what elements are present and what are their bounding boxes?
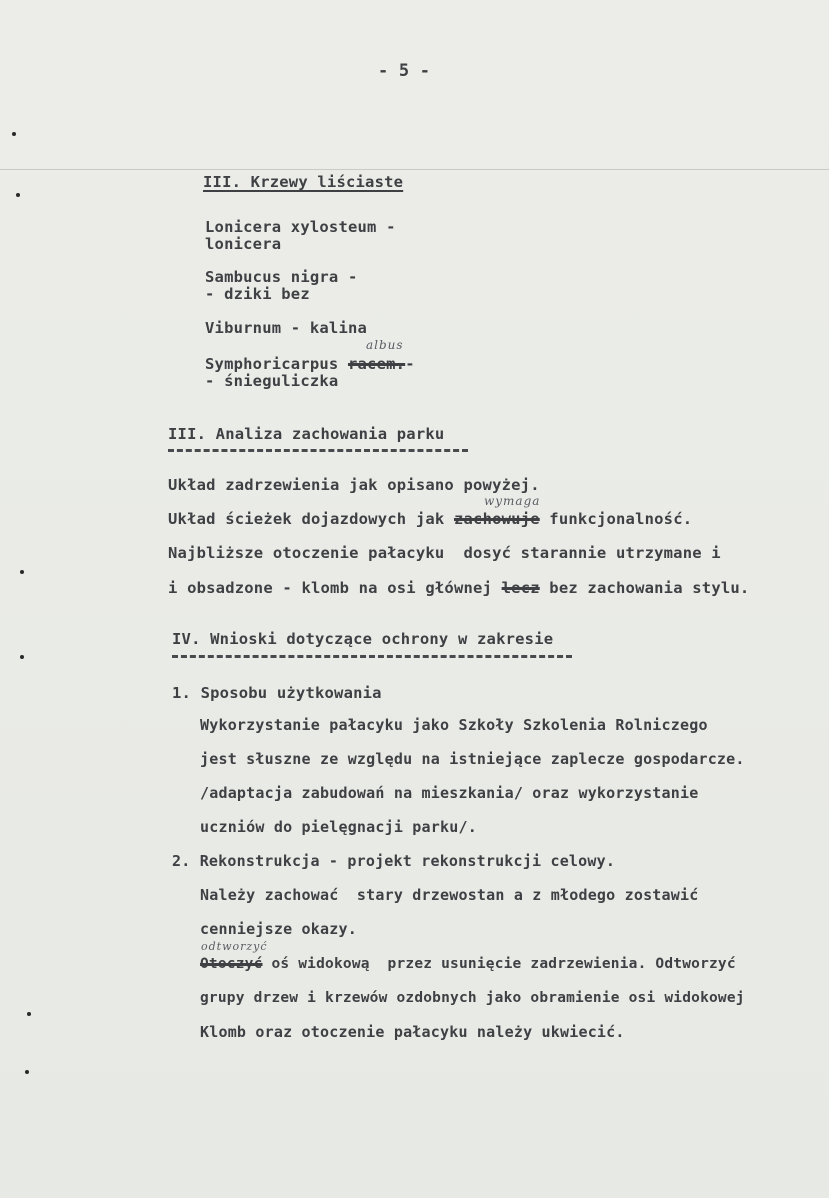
section-title-analysis: III. Analiza zachowania parku (168, 425, 445, 443)
shrub-latin: Lonicera xylosteum - (205, 218, 396, 236)
analysis-line (168, 510, 692, 528)
punch-mark (27, 1012, 31, 1016)
analysis-text: i obsadzone - klomb na osi głównej (168, 579, 502, 597)
title-underline (172, 655, 572, 658)
analysis-line: Układ zadrzewienia jak opisano powyżej. (168, 476, 540, 494)
conclusion-line: uczniów do pielęgnacji parku/. (200, 818, 477, 836)
analysis-text: Układ ścieżek dojazdowych jak (168, 510, 454, 528)
shrub-polish: - dziki bez (205, 285, 310, 303)
conclusion-line: /adaptacja zabudowań na mieszkania/ oraz wykorzystanie (200, 784, 699, 802)
conclusion-line (200, 955, 736, 973)
conclusion-line: Należy zachować stary drzewostan a z młodego zostawić (200, 886, 699, 904)
shrub-polish: lonicera (205, 235, 282, 253)
analysis-line: Najbliższe otoczenie pałacyku dosyć starannie utrzymane i (168, 544, 721, 562)
shrub-latin: Viburnum - kalina (205, 319, 368, 337)
analysis-text: bez zachowania stylu. (539, 579, 750, 597)
struck-word: zachowuje (453, 510, 540, 528)
punch-mark (20, 570, 24, 574)
shrub-latin (205, 355, 415, 373)
punch-mark (25, 1070, 29, 1074)
title-underline (168, 449, 468, 452)
conclusion-text: oś widokową przez usunięcie zadrzewienia. Odtworzyć (262, 956, 736, 972)
shrub-polish: - śnieguliczka (205, 372, 339, 390)
conclusion-line: cenniejsze okazy. (200, 920, 357, 938)
analysis-line (168, 579, 749, 597)
struck-word: Otoczyć (200, 956, 263, 972)
conclusion-item-title: 2. Rekonstrukcja - projekt rekonstrukcji celowy. (172, 852, 616, 870)
handwritten-correction: albus (366, 338, 404, 352)
shrub-latin-text: Symphoricarpus (205, 355, 348, 373)
conclusion-item-title: 1. Sposobu użytkowania (172, 684, 382, 702)
shrub-latin: Sambucus nigra - (205, 268, 358, 286)
section-title-conclusions: IV. Wnioski dotyczące ochrony w zakresie (172, 630, 554, 648)
handwritten-correction: wymaga (484, 494, 541, 508)
conclusion-line: grupy drzew i krzewów ozdobnych jako obramienie osi widokowej (200, 990, 745, 1006)
page-number: - 5 - (378, 61, 431, 81)
fold-line (0, 169, 829, 170)
analysis-text: funkcjonalność. (539, 510, 693, 528)
section-title-shrubs: III. Krzewy liściaste (203, 173, 404, 191)
conclusion-line: jest słuszne ze względu na istniejące zaplecze gospodarcze. (200, 750, 745, 768)
struck-word: lecz (501, 579, 540, 597)
punch-mark (12, 132, 16, 136)
punch-mark (16, 193, 20, 197)
struck-word: racem. (347, 355, 406, 373)
punch-mark (20, 655, 24, 659)
handwritten-correction: odtworzyć (201, 940, 268, 953)
shrub-latin-suffix: - (405, 355, 415, 373)
conclusion-line: Klomb oraz otoczenie pałacyku należy ukwiecić. (200, 1023, 625, 1041)
conclusion-line: Wykorzystanie pałacyku jako Szkoły Szkolenia Rolniczego (200, 716, 708, 734)
